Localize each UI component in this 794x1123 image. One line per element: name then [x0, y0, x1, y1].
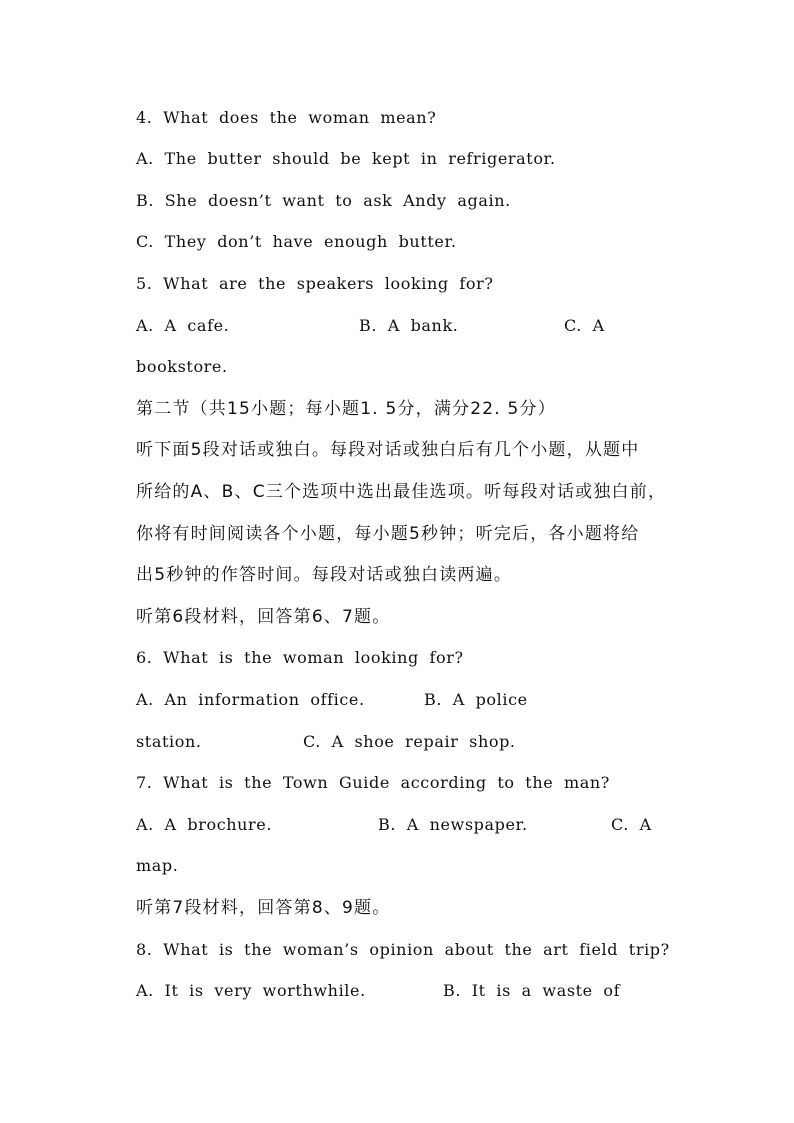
q6-question: 6. What is the woman looking for? [136, 648, 464, 667]
q7-option-c-continued: map. [136, 856, 179, 875]
q6-option-b: B. A police [424, 690, 528, 709]
q5-option-b: B. A bank. [359, 316, 459, 335]
q7-option-a: A. A brochure. [136, 815, 273, 834]
material6-instruction: 听第6段材料，回答第6、7题。 [136, 607, 391, 627]
section2-instruction-line: 你将有时间阅读各个小题，每小题5秒钟；听完后，各小题将给 [136, 524, 640, 544]
q4-option-a: A. The butter should be kept in refrigerator. [136, 149, 556, 168]
q5-question: 5. What are the speakers looking for? [136, 274, 494, 293]
section2-instruction-line: 所给的A、B、C三个选项中选出最佳选项。听每段对话或独白前， [136, 482, 667, 502]
q8-option-b: B. It is a waste of [443, 981, 621, 1000]
q6-option-c: C. A shoe repair shop. [303, 732, 516, 751]
q7-option-b: B. A newspaper. [378, 815, 528, 834]
q6-option-b-continued: station. [136, 732, 202, 751]
q5-option-c: C. A [564, 316, 605, 335]
q5-option-a: A. A cafe. [136, 316, 230, 335]
q8-options-row [136, 980, 736, 1068]
q6-option-a: A. An information office. [136, 690, 365, 709]
section2-heading: 第二节（共15小题；每小题1. 5分，满分22. 5分） [136, 399, 556, 419]
q4-option-b: B. She doesn’t want to ask Andy again. [136, 191, 511, 210]
q4-question: 4. What does the woman mean? [136, 108, 437, 127]
q4-option-c: C. They don’t have enough butter. [136, 232, 457, 251]
q8-option-a: A. It is very worthwhile. [136, 981, 366, 1000]
section2-instruction-line: 出5秒钟的作答时间。每段对话或独白读两遍。 [136, 565, 513, 585]
material7-instruction: 听第7段材料，回答第8、9题。 [136, 898, 391, 918]
q8-question: 8. What is the woman’s opinion about the art field trip? [136, 940, 670, 959]
q5-option-c-continued: bookstore. [136, 357, 228, 376]
q7-question: 7. What is the Town Guide according to the man? [136, 773, 610, 792]
q7-option-c: C. A [611, 815, 652, 834]
section2-instruction-line: 听下面5段对话或独白。每段对话或独白后有几个小题，从题中 [136, 440, 640, 460]
